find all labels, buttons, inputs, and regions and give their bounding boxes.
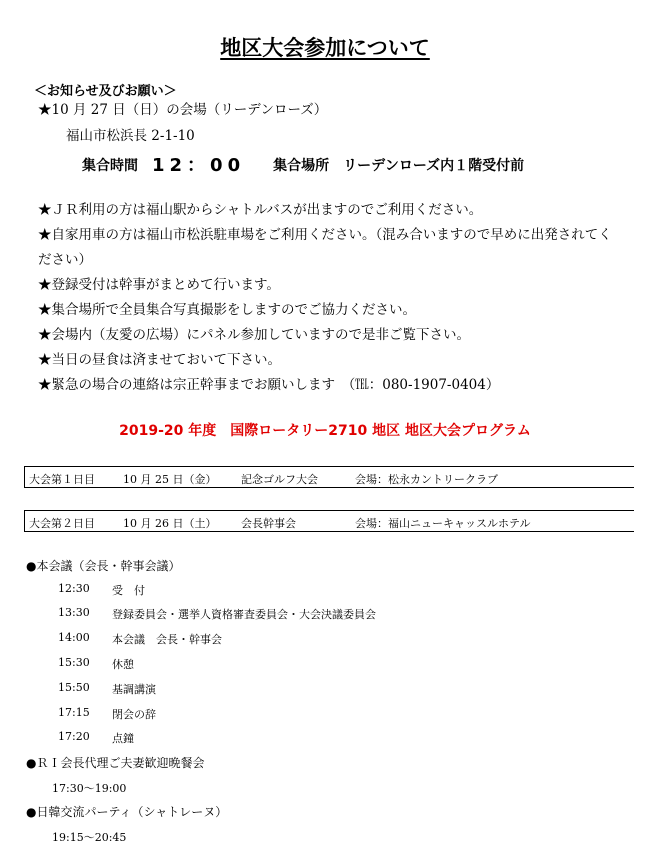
day-event: 記念ゴルフ大会 bbox=[241, 473, 318, 486]
venue-address: 福山市松浜長 2-1-10 bbox=[66, 128, 195, 144]
schedule-label: 閉会の辞 bbox=[112, 708, 156, 721]
day-label: 大会第２日目 bbox=[29, 517, 95, 530]
day-venue: 会場：福山ニューキャッスルホテル bbox=[355, 517, 531, 530]
day-row bbox=[24, 466, 634, 488]
section-heading: ●ＲＩ会長代理ご夫妻歓迎晩餐会 bbox=[26, 756, 205, 770]
page-title: 地区大会参加について bbox=[220, 36, 430, 60]
day-date: 10 月 26 日（土） bbox=[123, 517, 217, 530]
meeting-time-label: 集合時間 bbox=[82, 158, 138, 174]
schedule-label: 休憩 bbox=[112, 658, 134, 671]
section-time: 17:30～19:00 bbox=[52, 782, 127, 795]
day-event: 会長幹事会 bbox=[241, 517, 296, 530]
venue-line: ★10 月 27 日（日）の会場（リーデンローズ） bbox=[38, 102, 328, 118]
meeting-place: リーデンローズ内１階受付前 bbox=[343, 158, 525, 174]
day-date: 10 月 25 日（金） bbox=[123, 473, 217, 486]
schedule-label: 本会議 会長・幹事会 bbox=[112, 633, 222, 646]
schedule-time: 17:15 bbox=[58, 706, 90, 719]
schedule-label: 登録委員会・選挙人資格審査委員会・大会決議委員会 bbox=[112, 608, 376, 621]
schedule-time: 12:30 bbox=[58, 582, 90, 595]
schedule-time: 13:30 bbox=[58, 606, 90, 619]
notice-item: ★自家用車の方は福山市松浜駐車場をご利用ください。（混み合いますので早めに出発されてください） bbox=[38, 227, 612, 268]
notice-list bbox=[38, 198, 618, 398]
schedule-time: 15:30 bbox=[58, 656, 90, 669]
section-time: 19:15～20:45 bbox=[52, 831, 127, 844]
schedule-time: 17:20 bbox=[58, 730, 90, 743]
notice-heading: ＜お知らせ及びお願い＞ bbox=[34, 84, 177, 99]
schedule-label: 基調講演 bbox=[112, 683, 156, 696]
day-row bbox=[24, 510, 634, 532]
program-title: 2019-20 年度 国際ロータリー2710 地区 地区大会プログラム bbox=[119, 423, 531, 439]
notice-item: ★当日の昼食は済ませておいて下さい。 bbox=[38, 352, 281, 368]
meeting-place-label: 集合場所 bbox=[273, 158, 330, 174]
schedule-label: 点鐘 bbox=[112, 732, 134, 745]
schedule-label: 受 付 bbox=[112, 584, 145, 597]
meeting-time: 12：00 bbox=[152, 155, 246, 176]
section-heading: ●本会議（会長・幹事会議） bbox=[26, 559, 181, 573]
day-venue: 会場：松永カントリークラブ bbox=[355, 473, 498, 486]
notice-item: ★集合場所で全員集合写真撮影をしますのでご協力ください。 bbox=[38, 302, 416, 318]
notice-item: ★ＪＲ利用の方は福山駅からシャトルバスが出ますのでご利用ください。 bbox=[38, 202, 483, 218]
notice-item: ★緊急の場合の連絡は宗正幹事までお願いします （℡：080-1907-0404） bbox=[38, 377, 500, 393]
meeting-info bbox=[82, 151, 524, 177]
schedule-time: 14:00 bbox=[58, 631, 90, 644]
notice-item: ★登録受付は幹事がまとめて行います。 bbox=[38, 277, 280, 293]
schedule-time: 15:50 bbox=[58, 681, 90, 694]
notice-item: ★会場内（友愛の広場）にパネル参加していますので是非ご覧下さい。 bbox=[38, 327, 470, 343]
day-label: 大会第１日目 bbox=[29, 473, 95, 486]
section-heading: ●日韓交流パーティ（シャトレーヌ） bbox=[26, 805, 228, 819]
